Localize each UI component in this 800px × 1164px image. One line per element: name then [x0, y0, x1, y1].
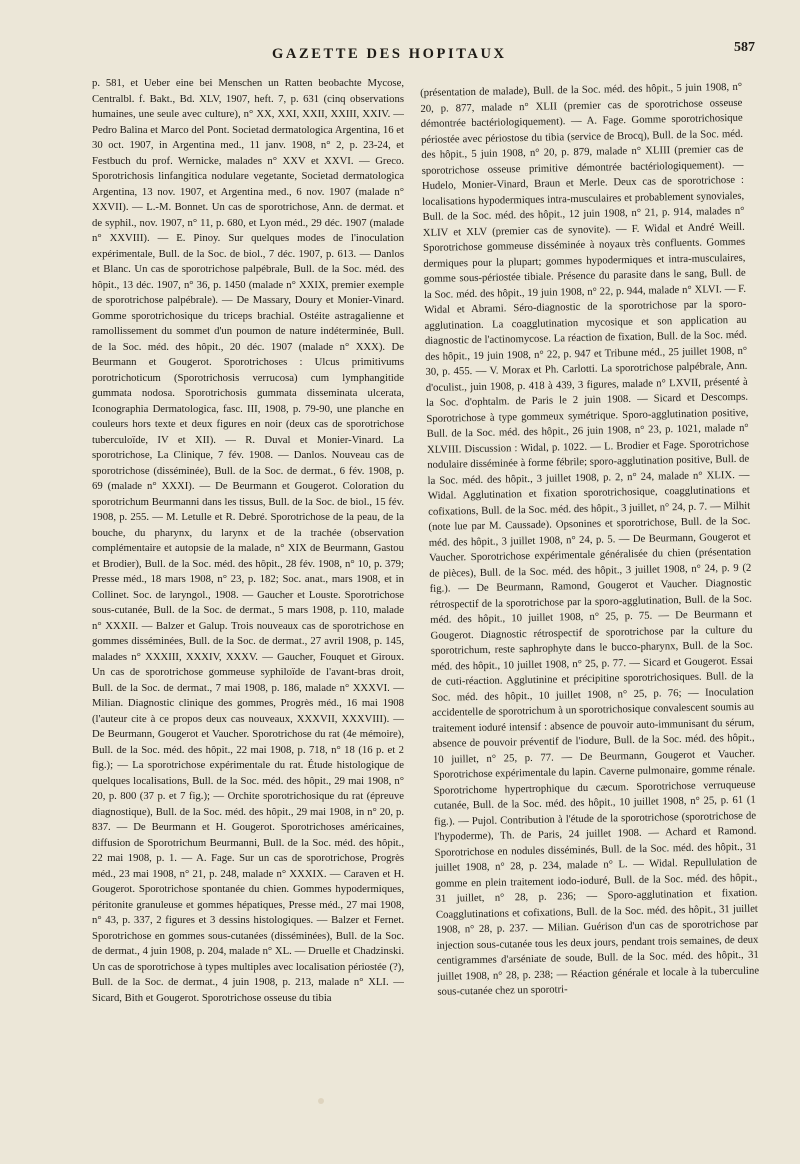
left-column-text: p. 581, et Ueber eine bei Menschen un Ratten beobachte Mycose, Centralbl. f. Bakt., Bd. XLV, 1907, heft. 7, p. 631 (cinq observations humaines, une seule avec culture), n° XX, XXI, XXII, XXIII, XXIV. — Pedro Balina et Marco del Pont. Societad dermatologica Argentina, 16 et 30 oct. 1907, in Argentina med., 11 janv. 1908, n° 2, p. 23-24, et Festbuch du prof. Wernicke, malades n° XXV et XXVI. — Greco. Sporotrichosis linfangitica nodulare vegetante, Societad dermatologica Argentina, 13 nov. 1907, et Argentina med., 6 nov. 1907 (malade n° XXVII). — L.-M. Bonnet. Un cas de sporotrichose, Ann. de dermat. et de syphil., nov. 1907, n° 11, p. 680, et Lyon méd., 29 déc. 1907 (malade n° XXVIII). — E. Pinoy. Sur quelques modes de l'inoculation expérimentale, Bull. de la Soc. de biol., 7 déc. 1907, p. 613. — Danlos et Blanc. Un cas de sporotrichose palpébrale, Bull. de la Soc. méd. des hôpit., 13 déc. 1907, n° 36, p. 1450 (malade n° XXIX, premier exemple de sporotrichose palpébrale). — De Massary, Doury et Monier-Vinard. Gomme sporotrichosique du triceps brachial. Ostéite astragalienne et ramollissement du sommet d'un poumon de nature indéterminée, Bull. de la Soc. méd. des hôpit., 20 déc. 1907 (malade n° XXX). De Beurmann et Gougerot. Sporotrichoses : Ulcus primitivums porotrichoticum (Sporotrichosis verrucosa) cum lymphangitide gummata nodosa. Sporotrichosis gummata disseminata ulcerata, Iconographia Dermatologica, fasc. III, 1908, p. 79-90, une planche en couleurs hors texte et deux figures en noir (deux cas de sporotrichose tuberculoïde, IV et XII). — R. Duval et Monier-Vinard. La sporotrichose, La Clinique, 7 fév. 1908. — Danlos. Nouveau cas de sporotrichose (disséminée), Bull. de la Soc. de dermat., 6 fév. 1908, p. 69 (malade n° XXXI). — De Beurmann et Gougerot. Coloration du sporotrichum Beurmanni dans les tissus, Bull. de la Soc. de biol., 15 fév. 1908, p. 255. — M. Letulle et R. Debré. Sporotrichose de la peau, de la bouche, du pharynx, du larynx et de la trachée (observation complémentaire et autopsie de la malade, n° XIX de Beurmann, Gastou et Brodier), Bull. de la Soc. méd. des hôpit., 28 fév. 1908, n° 10, p. 379; Presse méd., 18 mars 1908, n° 23, p. 182; Soc. anat., mars 1908, et in Collinet. Soc. de laryngol., 1908. — Gaucher et Louste. Sporotrichose sous-cutanée, Bull. de la Soc. de dermat., 5 mars 1908, p. 110, malade n° XXXII. — Balzer et Galup. Trois nouveaux cas de sporotrichose en gommes disséminées, Bull. de la Soc. de dermat., 27 avril 1908, p. 145, malades n° XXXIII, XXXIV, XXXV. — Gaucher, Fouquet et Giroux. Un cas de sporotrichose gommeuse syphiloïde de l'avant-bras droit, Bull. de la Soc. de dermat., 7 mai 1908, p. 186, malade n° XXXVI. — Milian. Diagnostic clinique des gommes, Progrès méd., 16 mai 1908 (l'auteur cite à ce propos deux cas nouveaux, XXXVII, XXXVIII). — De Beurmann, Gougerot et Vaucher. Sporotrichose du rat (4e mémoire), Bull. de la Soc. méd. des hôpit., 22 mai 1908, p. 718, n° 18 (16 p. et 2 fig.); — La sporotrichose expérimentale du rat. Étude histologique de quelques localisations, Bull. de la Soc. méd. des hôpit., 29 mai 1908, n° 20, p. 800 (37 p. et 7 fig.); — Orchite sporotrichosique du rat (épreuve diagnostique), Bull. de la Soc. méd. des hôpit., 29 mai 1908, in n° 20, p. 837. — De Beurmann et H. Gougerot. Sporotrichoses américaines, diffusion de Sporotrichum Beurmanni, Bull. de la Soc. méd. des hôpit., 22 mai 1908, p. 1. — A. Fage. Sur un cas de sporotrichose, Progrès méd., 23 mai 1908, n° 21, p. 248, malade n° XXXIX. — Caraven et H. Gougerot. Sporotrichose spontanée du chien. Gommes hypodermiques, péritonite granuleuse et gommes hépatiques, Presse méd., 27 mai 1908, n° 43, p. 337, 2 figures et 3 dessins histologiques. — Balzer et Fernet. Sporotrichose en gommes sous-cutanées (disséminées), Bull. de la Soc. de dermat., 4 juin 1908, p. 204, malade n° XL. — Druelle et Chadzinski. Un cas de sporotrichose à types multiples avec localisation périostée (?), Bull. de la Soc. de dermat., 4 juin 1908, p. 213, malade n° XLI. — Sicard, Bith et Gougerot. Sporotrichose osseuse du tibia — [92, 77, 404, 1004]
running-head — [0, 36, 800, 66]
journal-title: GAZETTE DES HOPITAUX — [272, 46, 507, 62]
right-column-text: (présentation de malade), Bull. de la Soc. méd. des hôpit., 5 juin 1908, n° 20, p. 877, malade n° XLII (premier cas de sporotrichose osseuse démontrée bactériologiquement). — A. Fage. Gomme sporotrichosique périostée avec périostose du tibia (service de Brocq), Bull. de la Soc. méd. des hôpit., 5 juin 1908, n° 20, p. 879, malade n° XLIII (premier cas de sporotrichose osseuse primitive démontrée bactériologiquement). — Hudelo, Monier-Vinard, Braun et Merle. Deux cas de sporotrichose : localisations hypodermiques intra-musculaires et probablement synoviales, Bull. de la Soc. méd. des hôpit., 12 juin 1908, n° 21, p. 914, malades n° XLIV et XLV (premier cas de synovite). — F. Widal et André Weill. Sporotrichose gommeuse disséminée à noyaux très confluents. Gommes dermiques pour la plupart; gommes hypodermiques et intra-musculaires, gomme sous-périostée tibiale. Présence du parasite dans le sang, Bull. de la Soc. méd. des hôpit., 19 juin 1908, n° 22, p. 944, malade n° XLVI. — F. Widal et Abrami. Séro-diagnostic de la sporotrichose par la sporo-agglutination. La coagglutination mycosique et son application au diagnostic de l'actinomycose. La réaction de fixation, Bull. de la Soc. méd. des hôpit., 19 juin 1908, n° 22, p. 947 et Tribune méd., 25 juillet 1908, n° 30, p. 455. — V. Morax et Ph. Carlotti. La sporotrichose palpébrale, Ann. d'oculist., juin 1908, p. 418 à 439, 3 figures, malade n° LXVII, présenté à la Soc. d'ophtalm. de Paris le 2 juin 1908. — Sicard et Descomps. Sporotrichose à type gommeux symétrique. Sporo-agglutination positive, Bull. de la Soc. méd. des hôpit., 26 juin 1908, n° 23, p. 1021, malade n° XLVIII. Discussion : Widal, p. 1022. — L. Brodier et Fage. Sporotrichose nodulaire disséminée à forme fébrile; sporo-agglutination positive, Bull. de la Soc. méd. des hôpit., 3 juillet 1908, p. 2, n° 24, malade n° XLIX. — Widal. Agglutination et fixation sporotrichosique, coagglutinations et cofixations, Bull. de la Soc. méd. des hôpit., 3 juillet, n° 24, p. 7. — Milhit (note lue par M. Caussade). Opsonines et sporotrichose, Bull. de la Soc. méd. des hôpit., 3 juillet 1908, n° 24, p. 5. — De Beurmann, Gougerot et Vaucher. Sporotrichose expérimentale généralisée du chien (présentation de pièces), Bull. de la Soc. méd. des hôpit., 3 juillet 1908, n° 24, p. 9 (2 fig.). — De Beurmann, Ramond, Gougerot et Vaucher. Diagnostic rétrospectif de la sporotrichose par la sporo-agglutination, Bull. de la Soc. méd. des hôpit., 10 juillet 1908, n° 25, p. 75. — De Beurmann et Gougerot. Diagnostic rétrospectif de sporotrichose par la culture du sporotrichum, reste saphrophyte dans le bucco-pharynx, Bull. de la Soc. méd. des hôpit., 10 juillet 1908, n° 25, p. 77. — Sicard et Gougerot. Essai de cuti-réaction. Agglutinine et précipitine sporotrichosiques. Bull. de la Soc. méd. des hôpit., 10 juillet 1908, n° 25, p. 76; — Inoculation accidentelle de sporotrichum à un sporotrichosique convalescent soumis au traitement ioduré intensif : absence de pouvoir auto-immunisant du sérum, absence de pouvoir préventif de l'iodure, Bull. de la Soc. méd. des hôpit., 10 juillet, n° 25, p. 77. — De Beurmann, Gougerot et Vaucher. Sporotrichose expérimentale du lapin. Caverne pulmonaire, gomme rénale. Sporotrichome hypertrophique du cæcum. Sporotrichose verruqueuse cutanée, Bull. de la Soc. méd. des hôpit., 10 juillet 1908, n° 25, p. 61 (1 fig.). — Pujol. Contribution à l'étude de la sporotrichose (sporotrichose de l'hypoderme), Th. de Paris, 24 juillet 1908. — Achard et Ramond. Sporotrichose en nodules disséminés, Bull. de la Soc. méd. des hôpit., 31 juillet 1908, n° 28, p. 234, malade n° L. — Widal. Repullulation de gomme en plein traitement iodo-ioduré, Bull. de la Soc. méd. des hôpit., 31 juillet, n° 28, p. 236; — Sporo-agglutination et fixation. Coagglutinations et cofixations, Bull. de la Soc. méd. des hôpit., 31 juillet 1908, n° 28, p. 237. — Milian. Guérison d'un cas de sporotrichose par injection sous-cutanée tous les deux jours, pendant trois semaines, de deux centigrammes d'arséniate de soude, Bull. de la Soc. méd. des hôpit., 31 juillet 1908, n° 28, p. 238; — Réaction générale et locale à la tuberculine sous-cutanée chez un sporotri- — [420, 80, 760, 998]
page-number: 587 — [734, 40, 755, 55]
paper-stain — [318, 1098, 324, 1104]
right-text-column — [420, 80, 762, 1146]
left-text-column — [92, 76, 404, 1136]
